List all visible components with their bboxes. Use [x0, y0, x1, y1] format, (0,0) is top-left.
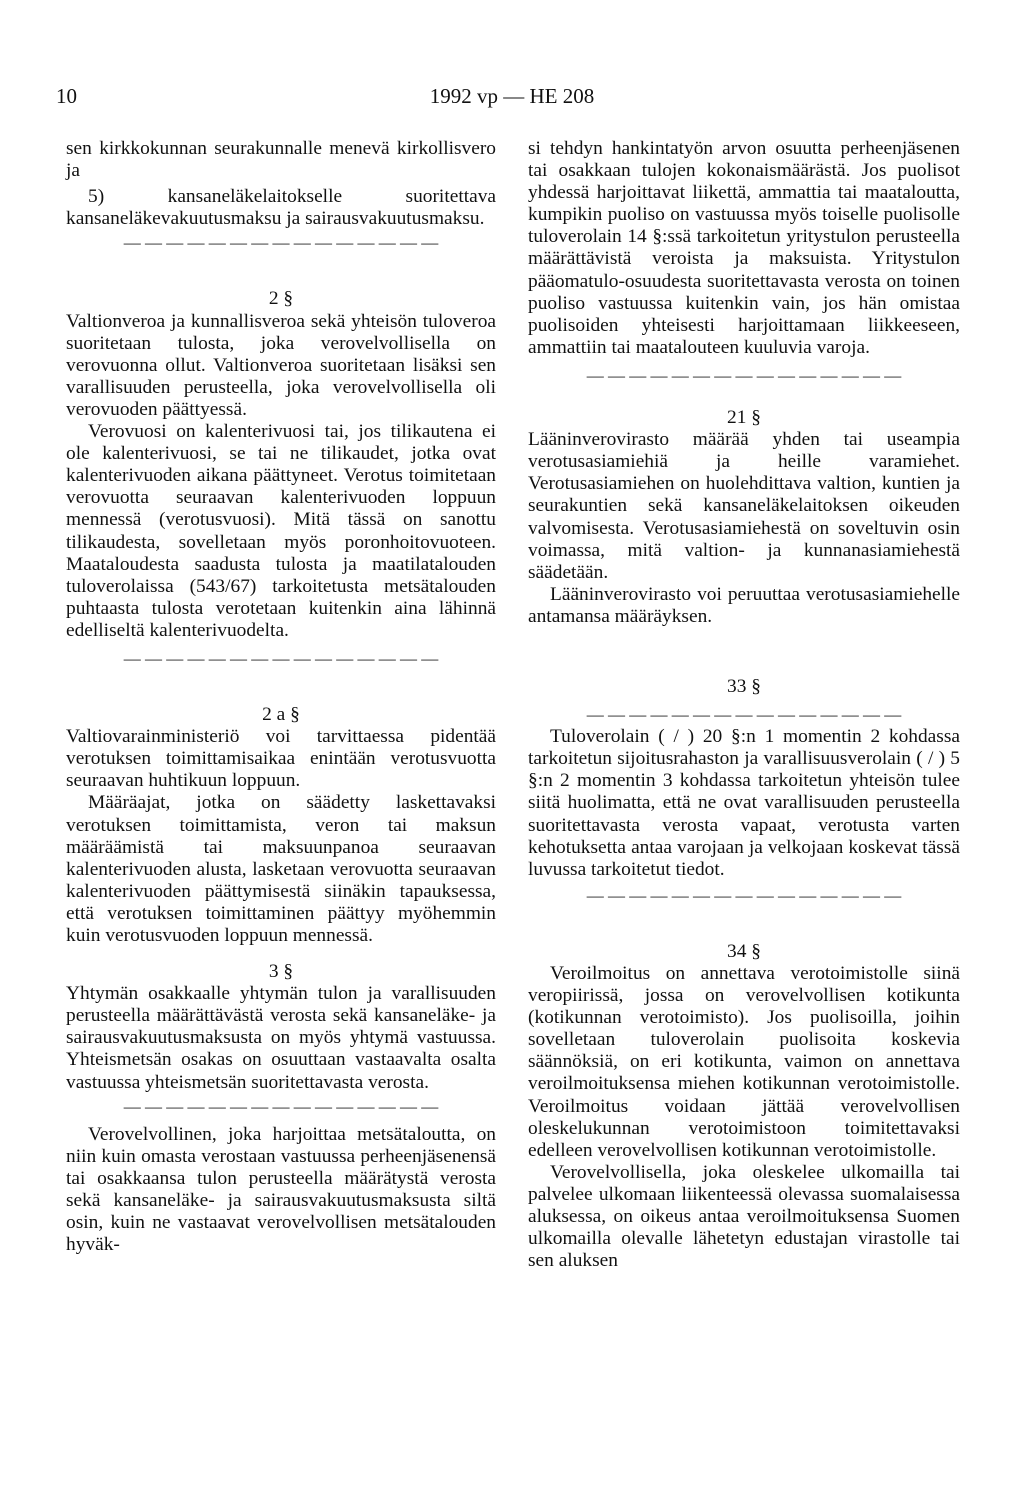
section-divider: — — — — — — — — — — — — — — —	[123, 648, 439, 668]
section-heading: 21 §	[727, 407, 761, 429]
page-header	[0, 84, 1024, 124]
paragraph: Valtionveroa ja kunnallisveroa sekä yhteisön tuloveroa suoritetaan tulosta, joka verovelvollisella on verovuonna ollut. Valtionveroa suoritetaan lisäksi sen varallisuuden perusteella, joka verovelvollisella oli verovuoden päättyessä.	[66, 310, 496, 420]
paragraph: sen kirkkokunnan seurakunnalle menevä kirkollisvero ja	[66, 138, 496, 182]
paragraph: Veroilmoitus on annettava verotoimistolle siinä veropiirissä, jossa on verovelvollisen kotikunta (kotikunnan verotoimisto). Jos puolisoilla, joihin sovelletaan tuloverolain puolisoita koskevia säännöksiä, on eri kotikunta, vaimon on annettava veroilmoituksensa miehen kotikunnan verotoimistolle. Veroilmoitus voidaan jättää verovelvollisen oleskelukunnan verotoimistoon toimitettavaksi edelleen verovelvollisen kotikunnan verotoimistolle.	[528, 963, 960, 1161]
section-heading: 33 §	[727, 675, 761, 697]
paragraph: Määräajat, jotka on säädetty laskettavaksi verotuksen toimittamista, veron tai maksun määräämistä tai maksuunpanoa seuraavan kalenterivuoden alusta, lasketaan verovuotta seuraavan kalenterivuoden päättymisestä siinäkin tapauksessa, että verotuksen toimittaminen päättyy myöhemmin kuin verotusvuoden loppuun mennessä.	[66, 792, 496, 946]
paragraph: Tuloverolain ( / ) 20 §:n 1 momentin 2 kohdassa tarkoitetun sijoitusrahaston ja varallisuusverolain ( / ) 5 §:n 2 momentin 3 kohdassa tarkoitetun yhteisön tulee siitä huolimatta, että ne ovat varallisuuden perusteella suoritettavasta verosta vapaat, verotusta varten kehotuksetta antaa varojaan ja velkojaan koskevat tässä luvussa tarkoitetut tiedot.	[528, 726, 960, 880]
section-divider: — — — — — — — — — — — — — — —	[586, 365, 902, 385]
paragraph: Lääninverovirasto määrää yhden tai useampia verotusasiamiehiä ja heille varamiehet. Verotusasiamiehen on huolehdittava valtion, kuntien ja seurakuntien sekä kansaneläkelaitoksen oikeuden valvomisesta. Verotusasiamiehestä on soveltuvin osin voimassa, mitä valtion- ja kunnanasiamiehestä säädetään.	[528, 429, 960, 583]
paragraph: Verovelvollisella, joka oleskelee ulkomailla tai palvelee ulkomaan liikenteessä olevassa suomalaisessa aluksessa, on oikeus antaa veroilmoituksensa Suomen ulkomailla olevalle lähetetyn edustajan virastolle tai sen aluksen	[528, 1161, 960, 1272]
paragraph: Verovuosi on kalenterivuosi tai, jos tilikautena ei ole kalenterivuosi, se tai ne tilikaudet, jotka ovat kalenterivuoden aikana päättyneet. Verotus toimitetaan verovuotta seuraavan kalenterivuoden loppuun mennessä (verotusvuosi). Mitä tässä on sanottu tilikaudesta, sovelletaan myös poronhoitovuoteen. Maataloudesta saadusta tulosta ja maatilatalouden tuloverolaissa (543/67) tarkoitetusta metsätalouden puhtaasta tulosta verotetaan kuitenkin aina lähinnä edelliseltä kalenterivuodelta.	[66, 421, 496, 641]
paragraph: si tehdyn hankintatyön arvon osuutta perheenjäsenen tai osakkaan tulojen kokonaismäärästä. Jos puolisot yhdessä harjoittavat liikettä, ammattia tai maataloutta, kumpikin puoliso on vastuussa myös toiselle puolisolle tuloverolain 14 §:ssä tarkoitetun yritystulon perusteella määrättävistä veroista ja maksuista. Yritystulon pääomatulo-osuudesta suoritettavasta verosta on toinen puoliso vastuussa kuitenkin vain, jos hän omistaa puolisoiden yhteisesti harjoittamaan liikkeeseen, ammattiin tai maatalouteen kuuluvia varoja.	[528, 138, 960, 358]
section-heading: 34 §	[727, 940, 761, 962]
section-heading: 2 §	[268, 288, 294, 310]
paragraph: 5) kansaneläkelaitokselle suoritettava kansaneläkevakuutusmaksu ja sairausvakuutusmaksu.	[66, 186, 496, 230]
paragraph: Verovelvollinen, joka harjoittaa metsätaloutta, on niin kuin omasta verostaan vastuussa perheenjäsenensä tai osakkaansa tulon perusteella määrätystä verosta sekä kansaneläke- ja sairausvakuutusmaksusta siltä osin, kuin ne vastaavat verovelvollisen metsätalouden hyväk-	[66, 1123, 496, 1256]
paragraph: Lääninverovirasto voi peruuttaa verotusasiamiehelle antamansa määräyksen.	[528, 583, 960, 627]
page-number: 10	[56, 84, 77, 108]
section-heading: 3 §	[268, 961, 294, 983]
section-divider: — — — — — — — — — — — — — — —	[123, 233, 439, 253]
section-divider: — — — — — — — — — — — — — — —	[123, 1096, 439, 1116]
section-heading: 2 a §	[262, 704, 300, 726]
running-head: 1992 vp — HE 208	[429, 84, 595, 108]
paragraph: Valtiovarainministeriö voi tarvittaessa pidentää verotuksen toimittamisaikaa enintään verotusvuotta seuraavan huhtikuun loppuun.	[66, 726, 496, 792]
section-divider: — — — — — — — — — — — — — — —	[586, 705, 902, 725]
right-column	[528, 138, 960, 1272]
left-column	[66, 138, 496, 1256]
paragraph: Yhtymän osakkaalle yhtymän tulon ja varallisuuden perusteella määrättävästä verosta sekä kansaneläke- ja sairausvakuutusmaksusta on myös yhtymä vastuussa. Yhteismetsän osakas on osuuttaan vastaavalta osalta vastuussa yhteismetsän suoritettavasta verosta.	[66, 983, 496, 1093]
section-divider: — — — — — — — — — — — — — — —	[586, 885, 902, 905]
